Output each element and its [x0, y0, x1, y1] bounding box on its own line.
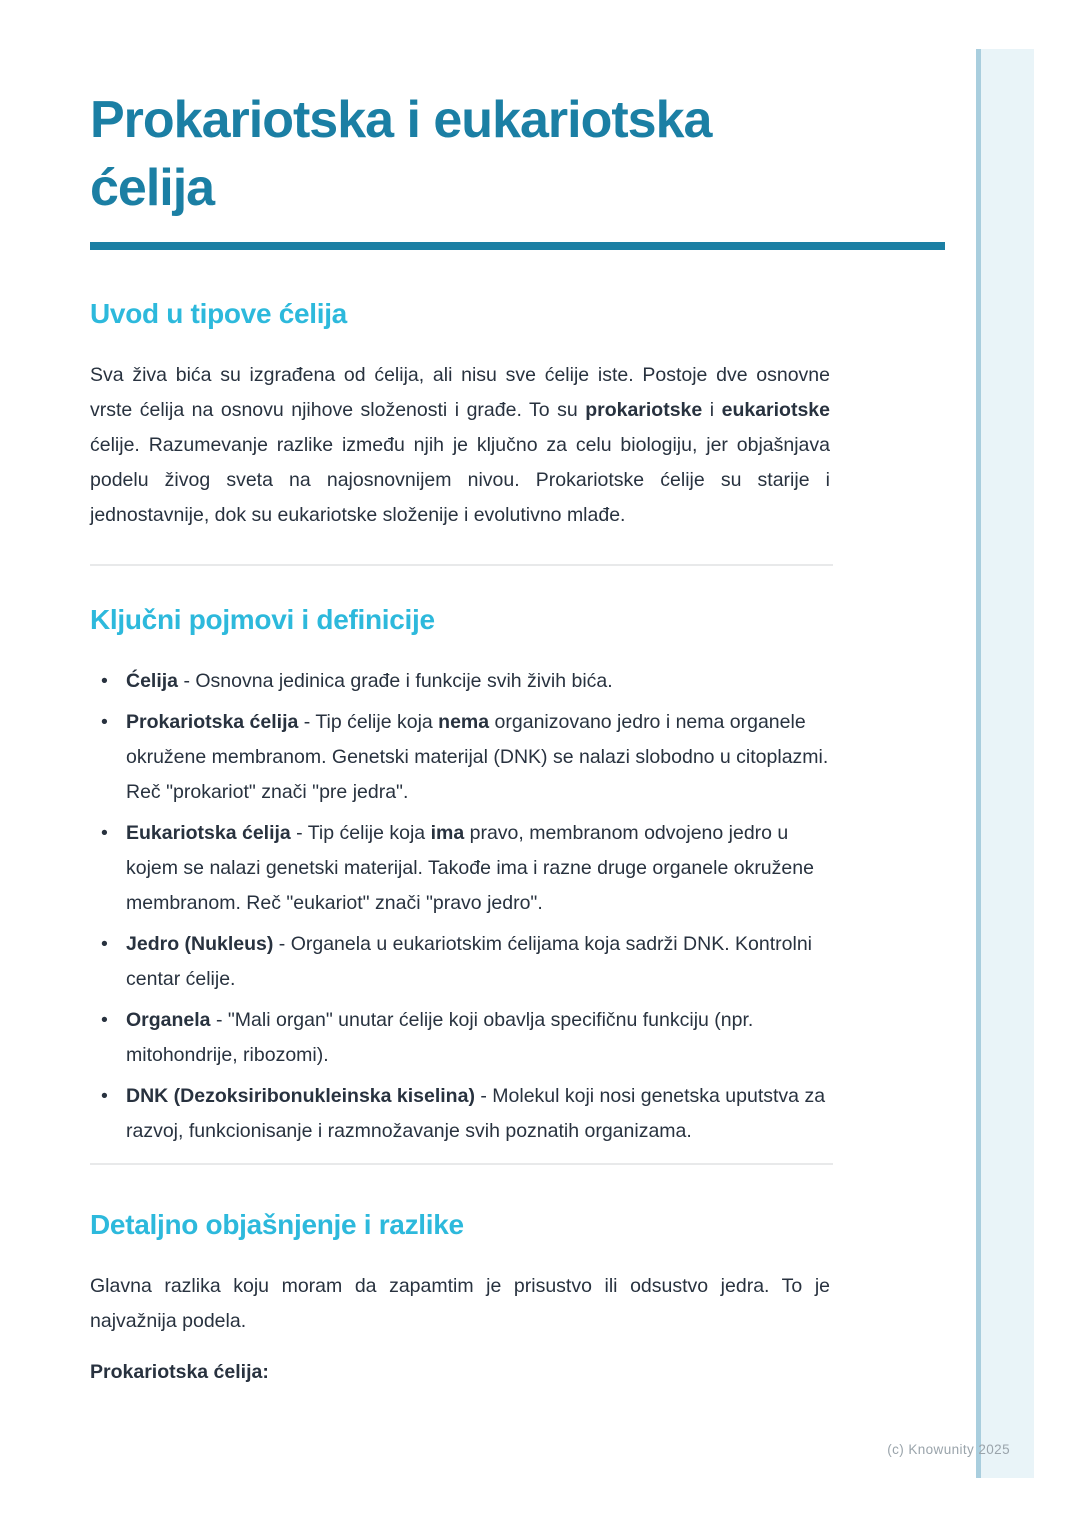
bullet-icon: •	[101, 822, 108, 844]
section-heading-terms: Ključni pojmovi i definicije	[90, 604, 435, 635]
details-paragraph: Glavna razlika koju moram da zapamtim je prisustvo ili odsustvo jedra. To je najvažnija podela.	[90, 1275, 830, 1332]
term-item-jedro	[90, 927, 830, 997]
details-subheading: Prokariotska ćelija:	[90, 1361, 269, 1383]
right-accent-bar	[976, 49, 1034, 1478]
term-item-text: DNK (Dezoksiribonukleinska kiselina) - Molekul koji nosi genetska uputstva za razvoj, funkcionisanje i razmnožavanje svih poznatih organizama.	[126, 1085, 826, 1142]
term-item-text: Organela - "Mali organ" unutar ćelije koji obavlja specifičnu funkciju (npr. mitohondrije, ribozomi).	[126, 1009, 754, 1066]
page-title-line-1: Prokariotska i eukariotska	[90, 91, 712, 149]
bullet-icon: •	[101, 1085, 108, 1107]
term-item-celija	[90, 664, 830, 699]
note-page-content	[90, 0, 830, 1385]
bullet-icon: •	[101, 711, 108, 733]
key-terms-list	[90, 664, 830, 1149]
intro-paragraph: Sva živa bića su izgrađena od ćelija, ali nisu sve ćelije iste. Postoje dve osnovne vrste ćelija na osnovu njihove složenosti i građe. To su prokariotske i eukariotske ćelije. Razumevanje razlike između njih je ključno za celu biologiju, jer objašnjava podelu živog sveta na najosnovnijem nivou. Prokariotske ćelije su starije i jednostavnije, dok su eukariotske složenije i evolutivno mlađe.	[90, 364, 830, 526]
term-item-organela	[90, 1003, 830, 1073]
title-divider-rule	[90, 242, 945, 250]
bullet-icon: •	[101, 670, 108, 692]
section-heading-intro: Uvod u tipove ćelija	[90, 298, 347, 329]
term-item-prokariotska-celija	[90, 705, 830, 810]
section-divider	[90, 564, 833, 566]
term-item-text: Jedro (Nukleus) - Organela u eukariotskim ćelijama koja sadrži DNK. Kontrolni centar ćelije.	[126, 933, 813, 990]
term-item-text: Prokariotska ćelija - Tip ćelije koja nema organizovano jedro i nema organele okružene membranom. Genetski materijal (DNK) se nalazi slobodno u citoplazmi. Reč "prokariot" znači "pre jedra".	[126, 711, 829, 803]
term-item-dnk	[90, 1079, 830, 1149]
bullet-icon: •	[101, 933, 108, 955]
term-item-eukariotska-celija	[90, 816, 830, 921]
page-title	[90, 86, 950, 222]
term-item-text: Ćelija - Osnovna jedinica građe i funkcije svih živih bića.	[126, 670, 613, 692]
term-item-text: Eukariotska ćelija - Tip ćelije koja ima pravo, membranom odvojeno jedro u kojem se nalazi genetski materijal. Takođe ima i razne druge organele okružene membranom. Reč "eukariot" znači "pravo jedro".	[126, 822, 814, 914]
section-divider	[90, 1163, 833, 1165]
section-heading-details: Detaljno objašnjenje i razlike	[90, 1209, 464, 1240]
page-title-line-2: ćelija	[90, 159, 215, 217]
bullet-icon: •	[101, 1009, 108, 1031]
footer-credit: (c) Knowunity 2025	[887, 1442, 1010, 1457]
